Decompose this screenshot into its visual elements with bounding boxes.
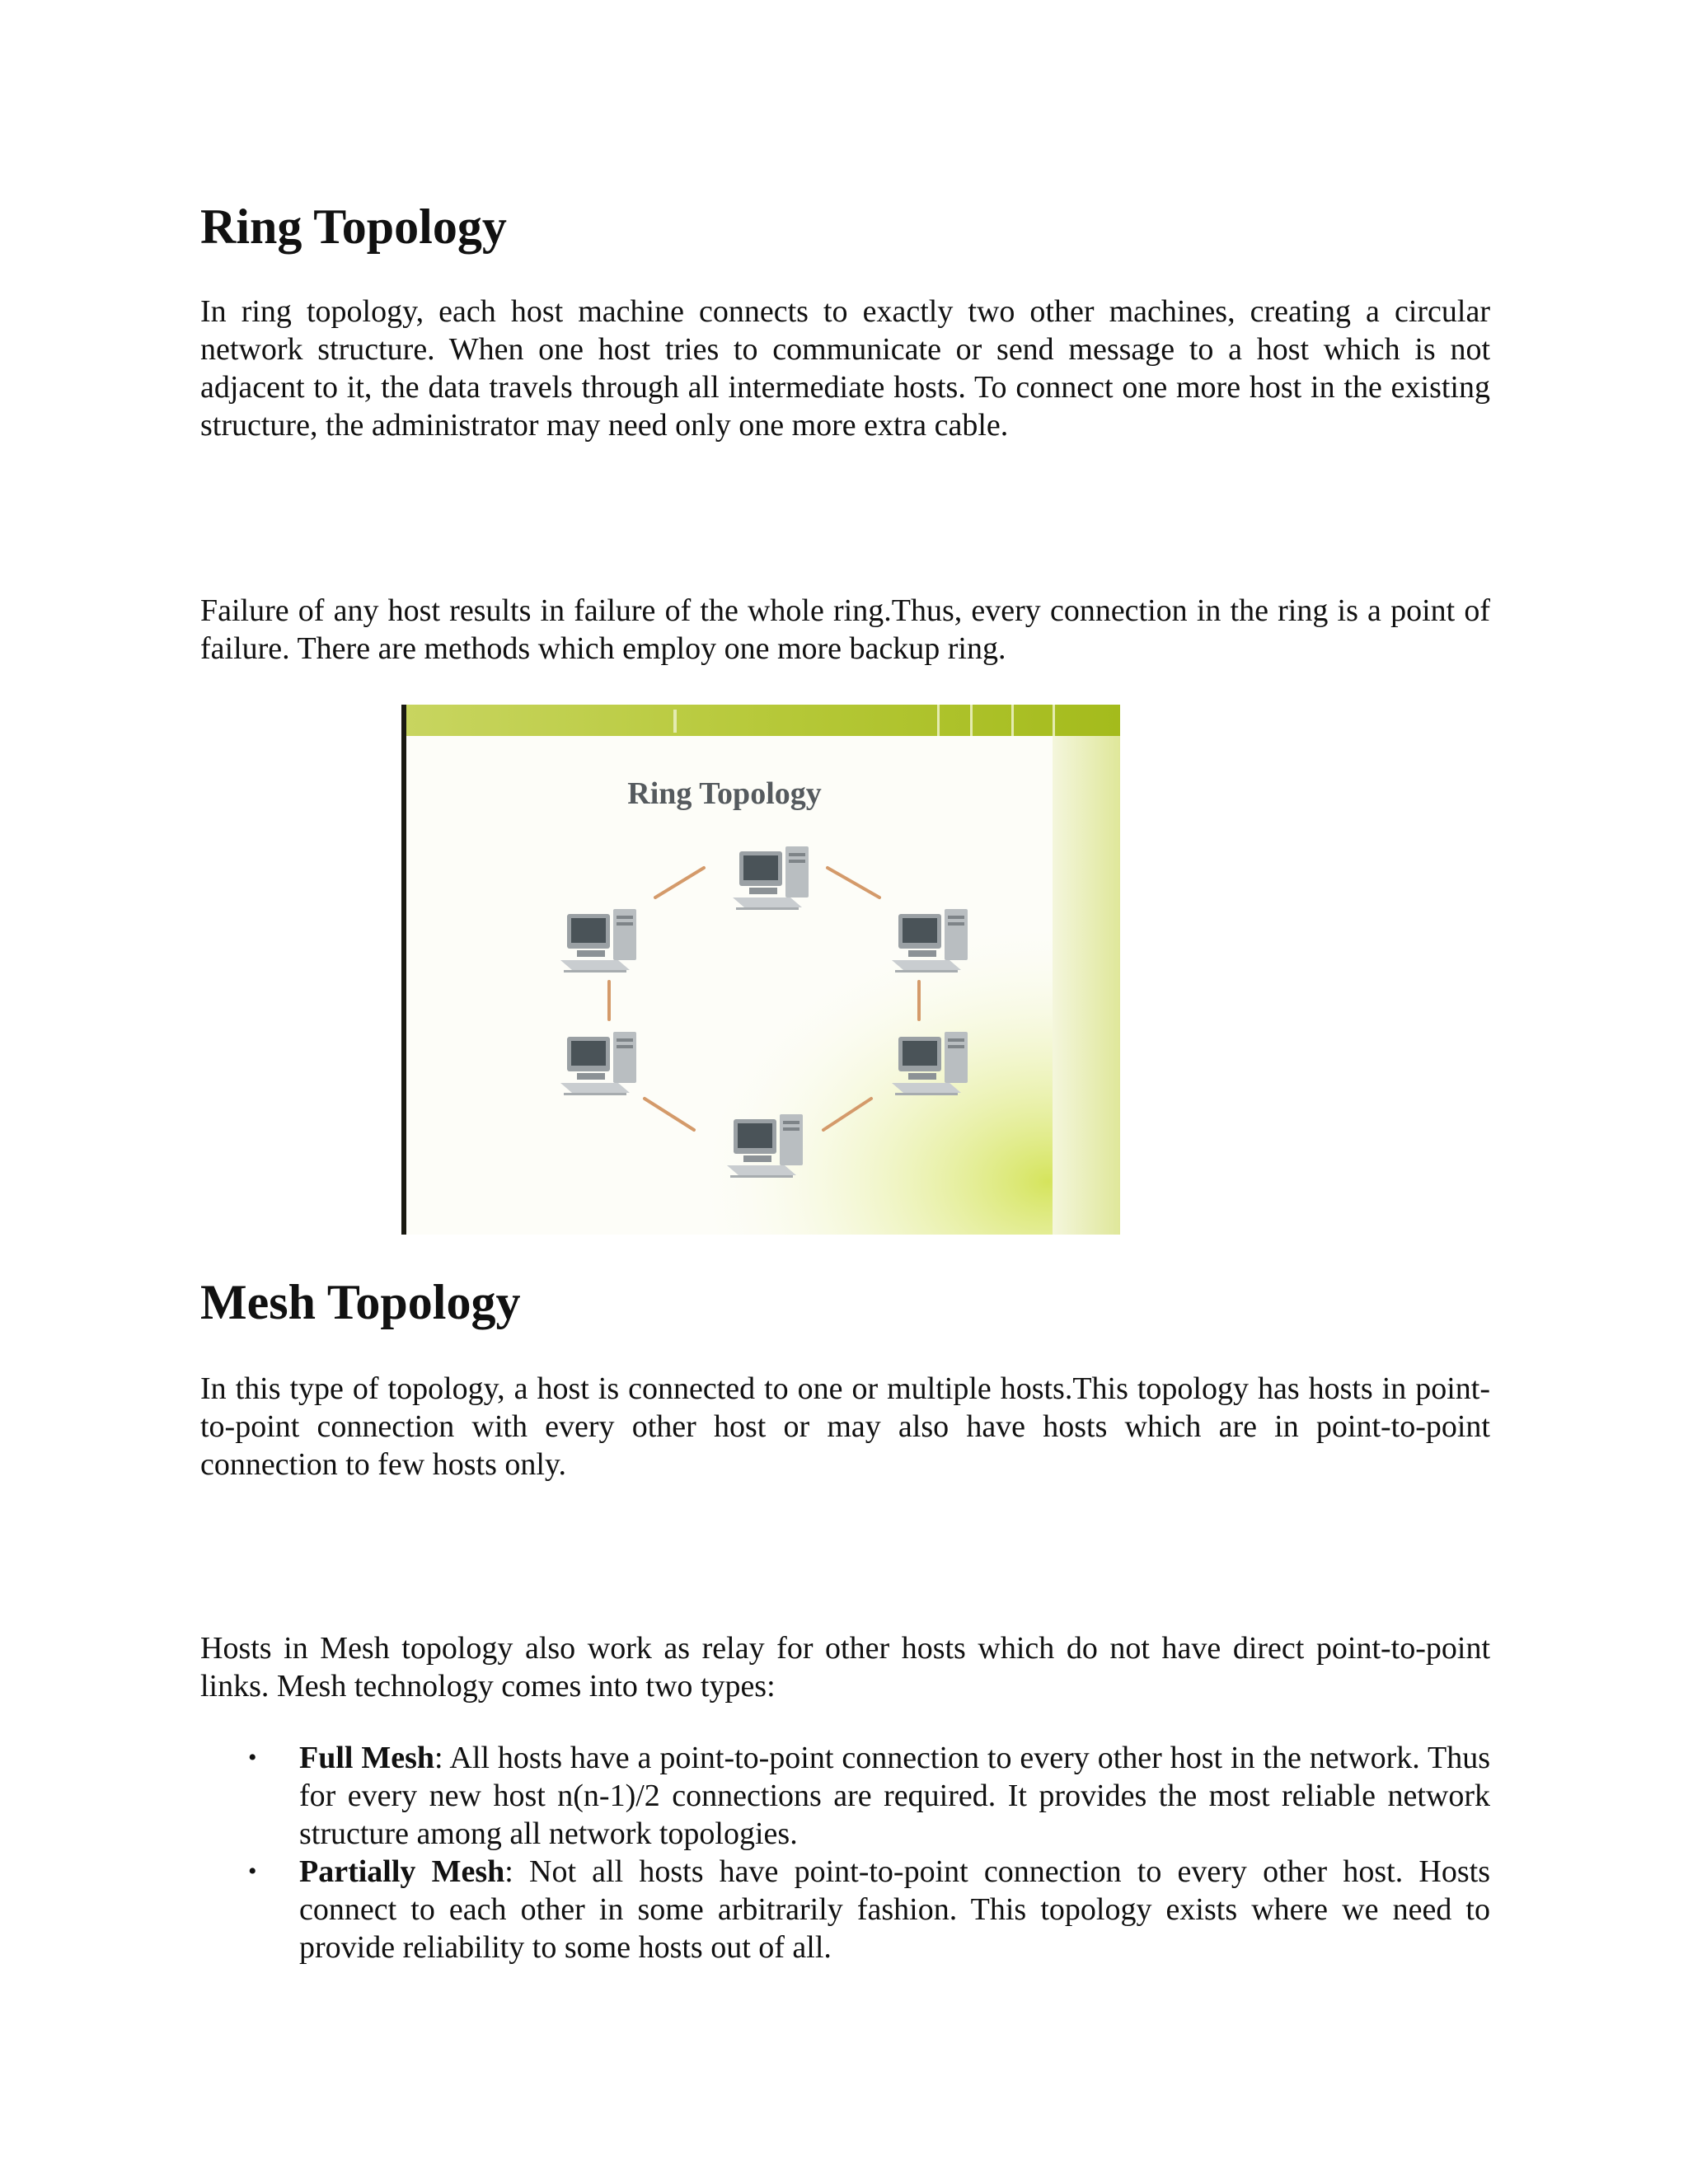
list-item-term: Full Mesh xyxy=(299,1741,435,1775)
list-item-term: Partially Mesh xyxy=(299,1854,505,1889)
ring-topology-figure xyxy=(401,705,1120,1235)
ring-topology-diagram xyxy=(401,705,1120,1235)
ring-paragraph-1: In ring topology, each host machine connects to exactly two other machines, creating a circular network structure. When one host tries to communicate or send message to a host which is not adjacent to it, the data travels through all intermediate hosts. To connect one more host in the existing structure, the administrator may need only one more extra cable. xyxy=(200,294,1490,443)
bullet-icon: • xyxy=(248,1744,257,1771)
mesh-topology-heading: Mesh Topology xyxy=(200,1275,521,1329)
list-item-text: : All hosts have a point-to-point connection to every other host in the network. Thus for every new host n(n-1)/2 connections are required. It provides the most reliable network structure among all network topologies. xyxy=(299,1741,1490,1851)
mesh-paragraph-1: In this type of topology, a host is connected to one or multiple hosts.This topology has hosts in point-to-point connection with every other host or may also have hosts which are in point-to-point connection to few hosts only. xyxy=(200,1371,1490,1482)
bullet-icon: • xyxy=(248,1858,257,1885)
mesh-paragraph-2: Hosts in Mesh topology also work as relay for other hosts which do not have direct point-to-point links. Mesh technology comes into two types: xyxy=(200,1631,1490,1704)
list-item-text: : Not all hosts have point-to-point connection to every other host. Hosts connect to each other in some arbitrarily fashion. This topology exists where we need to provide reliability to some hosts out of all. xyxy=(299,1854,1490,1965)
ring-topology-heading: Ring Topology xyxy=(200,199,507,254)
list-item xyxy=(200,1853,1490,1966)
mesh-types-list xyxy=(200,1739,1490,1966)
list-item xyxy=(200,1739,1490,1853)
ring-paragraph-2: Failure of any host results in failure of the whole ring.Thus, every connection in the ring is a point of failure. There are methods which employ one more backup ring. xyxy=(200,593,1490,666)
figure-title: Ring Topology xyxy=(627,776,822,811)
